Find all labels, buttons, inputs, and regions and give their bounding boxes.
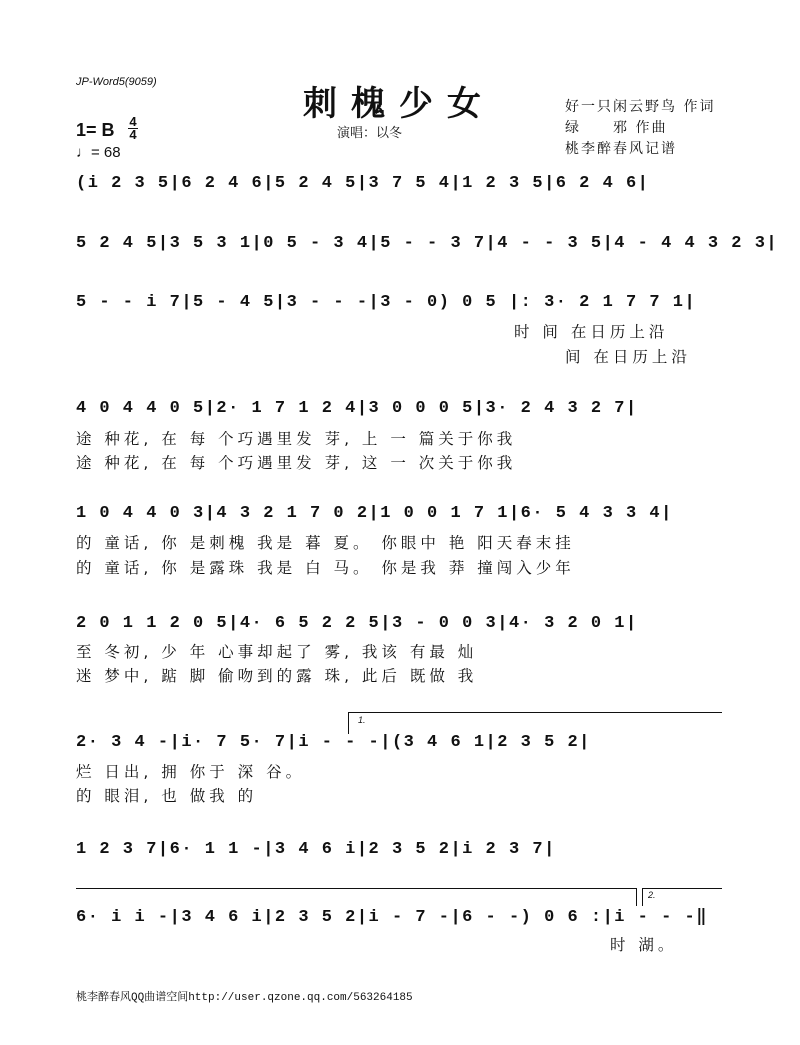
score-row-9-notes: 6· i i -|3 4 6 i|2 3 5 2|i - 7 -|6 - -) 0 6 :|i - - -‖	[76, 908, 708, 927]
volta-2-edge	[642, 888, 643, 906]
score-row-3-notes: 5 - - i 7|5 - 4 5|3 - - -|3 - 0) 0 5 |: 3· 2 1 7 7 1|	[76, 293, 697, 312]
composer-credit: 绿 邪 作曲	[565, 120, 668, 136]
volta-1-edge	[348, 712, 349, 734]
score-row-2-notes: 5 2 4 5|3 5 3 1|0 5 - 3 4|5 - - 3 7|4 - - 3 5|4 - 4 4 3 2 3|	[76, 234, 779, 253]
score-row-1-notes: (i 2 3 5|6 2 4 6|5 2 4 5|3 7 5 4|1 2 3 5|6 2 4 6|	[76, 174, 650, 193]
volta-2-line	[642, 888, 722, 889]
key-signature: 1= B	[76, 120, 115, 140]
score-row-6-lyrics-2: 迷 梦中, 踮 脚 偷吻到的露 珠, 此后 既做 我	[76, 667, 478, 685]
time-signature-bottom: 4	[129, 127, 137, 142]
volta-1-continuation-line	[76, 888, 636, 889]
score-row-4-notes: 4 0 4 4 0 5|2· 1 7 1 2 4|3 0 0 0 5|3· 2 4 3 2 7|	[76, 399, 638, 418]
transcriber-credit: 桃李醉春风记谱	[565, 141, 677, 157]
software-label: JP-Word5(9059)	[76, 76, 157, 88]
score-row-3-lyrics-1: 时 间 在日历上沿	[514, 323, 669, 341]
lyricist-credit: 好一只闲云野鸟 作词	[565, 99, 716, 115]
score-row-7-lyrics-1: 烂 日出, 拥 你于 深 谷。	[76, 763, 306, 781]
tempo-marking: ♩= 68	[76, 144, 121, 161]
volta-1-line	[348, 712, 722, 713]
singer-credit: 演唱：以冬	[337, 126, 403, 141]
footer-source: 桃李醉春风QQ曲谱空间http://user.qzone.qq.com/563264185	[76, 992, 413, 1004]
volta-1-end-edge	[636, 888, 637, 906]
score-row-4-lyrics-1: 途 种花, 在 每 个巧遇里发 芽, 上 一 篇关于你我	[76, 430, 517, 448]
time-signature	[128, 116, 138, 141]
score-row-5-notes: 1 0 4 4 0 3|4 3 2 1 7 0 2|1 0 0 1 7 1|6· 5 4 3 3 4|	[76, 504, 673, 523]
song-title: 刺槐少女	[303, 84, 495, 124]
score-row-3-lyrics-2: 间 在日历上沿	[565, 348, 691, 366]
score-row-5-lyrics-2: 的 童话, 你 是露珠 我是 白 马。 你是我 莽 撞闯入少年	[76, 559, 575, 577]
score-row-7-lyrics-2: 的 眼泪, 也 做我 的	[76, 787, 258, 805]
score-row-9-lyrics-1: 时 湖。	[610, 936, 678, 954]
score-row-6-notes: 2 0 1 1 2 0 5|4· 6 5 2 2 5|3 - 0 0 3|4· 3 2 0 1|	[76, 614, 638, 633]
volta-1-label: 1.	[358, 715, 366, 725]
score-row-6-lyrics-1: 至 冬初, 少 年 心事却起了 雾, 我该 有最 灿	[76, 643, 478, 661]
time-signature-top: 4	[129, 114, 137, 129]
score-row-7-notes: 2· 3 4 -|i· 7 5· 7|i - - -|(3 4 6 1|2 3 5 2|	[76, 733, 591, 752]
score-row-4-lyrics-2: 途 种花, 在 每 个巧遇里发 芽, 这 一 次关于你我	[76, 454, 517, 472]
score-row-8-notes: 1 2 3 7|6· 1 1 -|3 4 6 i|2 3 5 2|i 2 3 7|	[76, 840, 556, 859]
volta-2-label: 2.	[648, 890, 656, 900]
score-row-5-lyrics-1: 的 童话, 你 是刺槐 我是 暮 夏。 你眼中 艳 阳天春末挂	[76, 534, 575, 552]
